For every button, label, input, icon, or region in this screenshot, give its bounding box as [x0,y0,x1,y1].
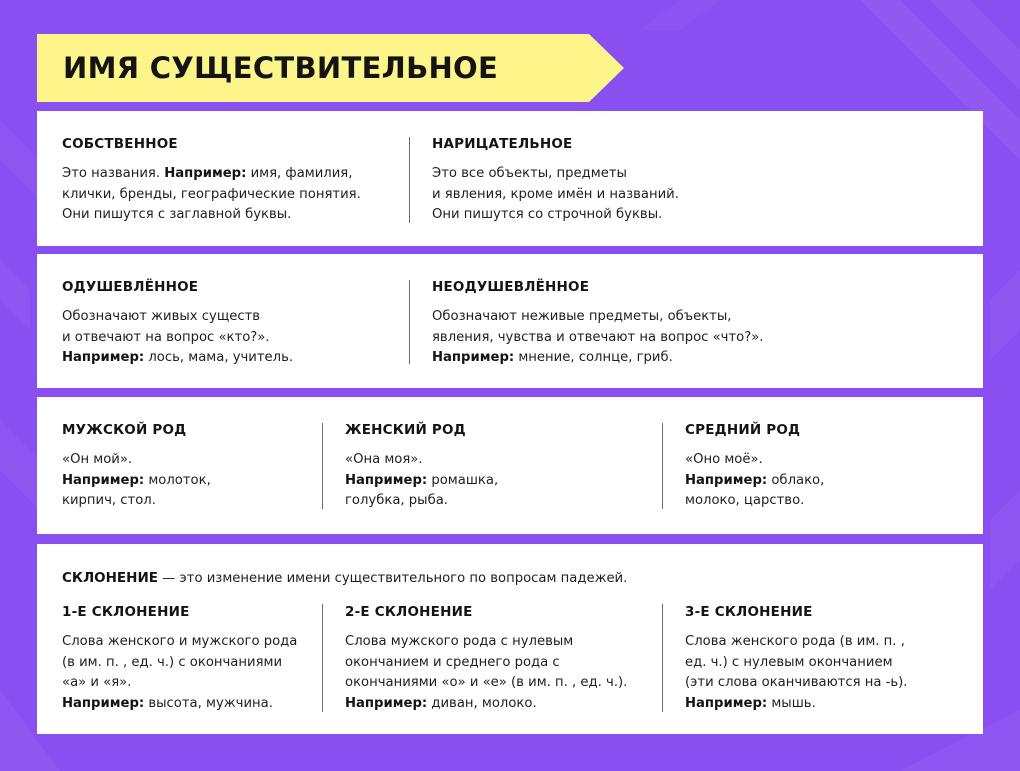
common-noun-line-3: Они пишутся со строчной буквы. [432,207,663,222]
third-declension-title: 3-Е СКЛОНЕНИЕ [685,604,813,620]
masculine-title: МУЖСКОЙ РОД [62,422,187,438]
third-declension-line-1: Слова женского рода (в им. п. , [685,634,905,649]
second-declension-line-3: окончаниями «о» и «е» (в им. п. , ед. ч.). [345,675,628,690]
column-divider [322,604,323,712]
proper-noun-column [62,136,361,226]
proper-common-panel [37,111,983,246]
neuter-line-2: Например: облако, [685,472,825,488]
neuter-column [685,422,824,512]
column-divider [662,604,663,712]
first-declension-line-2: (в им. п. , ед. ч.) с окончаниями [62,654,283,670]
second-declension-line-1: Слова мужского рода с нулевым [345,634,574,649]
second-declension-title: 2-Е СКЛОНЕНИЕ [345,604,473,620]
masculine-line-2: Например: молоток, [62,472,211,488]
feminine-line-1: «Она моя». [345,452,423,467]
animate-column [62,279,293,369]
first-declension-line-1: Слова женского и мужского рода [62,634,298,649]
masculine-line-1: «Он мой». [62,452,133,467]
first-declension-column [62,604,297,714]
column-divider [322,423,323,509]
common-noun-line-2: и явления, кроме имён и названий. [432,186,679,202]
feminine-column [345,422,498,512]
animate-line-3: Например: лось, мама, учитель. [62,350,294,365]
common-noun-column [432,136,679,226]
neuter-line-1: «Оно моё». [685,452,763,467]
animate-line-1: Обозначают живых существ [62,309,261,324]
neuter-line-3: молоко, царство. [685,493,805,508]
inanimate-title: НЕОДУШЕВЛЁННОЕ [432,279,590,295]
first-declension-line-4: Например: высота, мужчина. [62,695,273,711]
animate-line-2: и отвечают на вопрос «кто?». [62,329,270,345]
declension-definition: СКЛОНЕНИЕ — это изменение имени существительного по вопросам падежей. [62,570,628,586]
column-divider [409,280,410,364]
first-declension-title: 1-Е СКЛОНЕНИЕ [62,604,190,620]
first-declension-line-3: «а» и «я». [62,675,132,690]
second-declension-line-4: Например: диван, молоко. [345,695,537,711]
neuter-title: СРЕДНИЙ РОД [685,422,801,438]
column-divider [409,137,410,223]
gender-panel [37,397,983,534]
title-banner [37,34,624,102]
page-title: ИМЯ СУЩЕСТВИТЕЛЬНОЕ [63,51,499,85]
proper-noun-line-1: Это названия. Например: имя, фамилия, [62,166,353,181]
common-noun-title: НАРИЦАТЕЛЬНОЕ [432,136,573,152]
feminine-line-2: Например: ромашка, [345,472,499,488]
masculine-column [62,422,211,512]
feminine-title: ЖЕНСКИЙ РОД [345,422,466,438]
declension-panel [37,544,983,734]
second-declension-column [345,604,627,714]
feminine-line-3: голубка, рыба. [345,493,448,508]
column-divider [662,423,663,509]
third-declension-line-4: Например: мышь. [685,695,816,711]
inanimate-line-2: явления, чувства и отвечают на вопрос «что?». [432,329,764,345]
proper-noun-line-3: Они пишутся с заглавной буквы. [62,207,292,222]
masculine-line-3: кирпич, стол. [62,493,156,508]
inanimate-line-3: Например: мнение, солнце, гриб. [432,350,673,365]
common-noun-line-1: Это все объекты, предметы [432,166,627,181]
animate-title: ОДУШЕВЛЁННОЕ [62,279,199,295]
animate-inanimate-panel [37,254,983,388]
inanimate-line-1: Обозначают неживые предметы, объекты, [432,309,732,324]
third-declension-line-2: ед. ч.) с нулевым окончанием [685,654,893,670]
proper-noun-title: СОБСТВЕННОЕ [62,136,178,152]
second-declension-line-2: окончанием и среднего рода с [345,654,560,670]
third-declension-column [685,604,908,714]
proper-noun-line-2: клички, бренды, географические понятия. [62,186,361,202]
third-declension-line-3: (эти слова оканчиваются на -ь). [685,675,908,690]
inanimate-column [432,279,763,369]
